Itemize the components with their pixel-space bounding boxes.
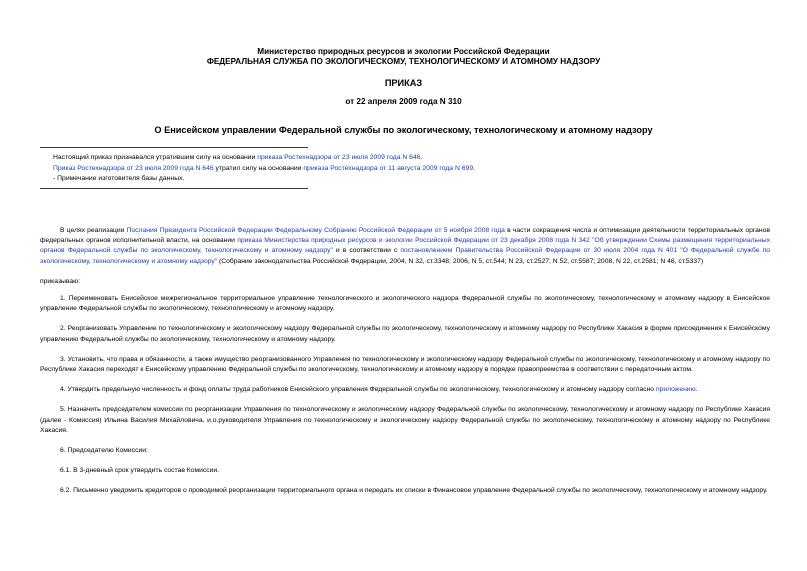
link-president-address[interactable]: Послания Президента Российской Федерации Федеральному Собранию Российской Федерации от 5 ноября 2008 года [126, 227, 505, 234]
db-note-box [40, 147, 475, 189]
service-heading: ФЕДЕРАЛЬНАЯ СЛУЖБА ПО ЭКОЛОГИЧЕСКОМУ, ТЕХНОЛОГИЧЕСКОМУ И АТОМНОМУ НАДЗОРУ [206, 57, 601, 66]
paragraph-3: 3. Установить, что права и обязанности, а также имущество реорганизованного Управления по технологическому и экологическому надзору Федеральной службы по экологическому, технологическому и атомному надзору по Республике Хакасия переходят к Енисейскому управлению Федеральной службы по экологическому, технологическому и атомному надзору в порядке правопреемства в соответствии с передаточным актом. [40, 355, 770, 374]
note-text: утратил силу на основании [213, 164, 304, 172]
paragraph-1: 1. Переименовать Енисейское межрегиональное территориальное управление технологического и экологического надзора Федеральной службы по экологическому, технологическому и атомному надзору в Енисейское управление Федеральной службы по экологическому, технологическому и атомному надзору. [40, 295, 770, 313]
ministry-heading: Министерство природных ресурсов и экологии Российской Федерации [257, 47, 550, 56]
note-text: . [420, 154, 423, 161]
paragraph-2: 2. Реорганизовать Управление по технологическому и экологическому надзору Федеральной службы по экологическому, технологическому и атомному надзору по Республике Хакасия в форме присоединения к Енисейскому управлению Федеральной службы по экологическому, технологическому и атомному надзору. [40, 325, 770, 343]
note-link-order-646[interactable]: приказа Ростехнадзора от 23 июля 2009 года N 646 [257, 154, 421, 161]
paragraph-6-1: 6.1. В 3-дневный срок утвердить состав Комиссии. [60, 467, 220, 475]
note-text: Настоящий приказ признавался утратившим силу на основании [53, 154, 258, 161]
note-link-order-646-b[interactable]: Приказ Ростехнадзора от 23 июля 2009 года N 646 [53, 164, 214, 172]
document-body [40, 226, 770, 507]
link-ministry-order-342[interactable]: приказа Министерства природных ресурсов и экологии Российской Федерации от 23 декабря 2008 года N 342 "Об утверждении Схемы размещения территориальных органов Федеральной службы по экологическому, технологическому и атомному надзору" [40, 237, 770, 255]
paragraph-5: 5. Назначить председателем комиссии по реорганизации Управления по технологическому и экологическому надзору Федеральной службы по экологическому, технологическому и атомному надзору по Республике Хакасия (далее - Комиссия) Ильина Василия Михайловича, и.о.руководителя Управления по технологическому и экологическому надзору Федеральной службы по экологическому, технологическому и атомному надзору по Республике Хакасия. [40, 406, 770, 434]
doc-date-heading: от 22 апреля 2009 года N 310 [345, 97, 462, 106]
note-text: . [473, 164, 475, 172]
doc-type-heading: ПРИКАЗ [384, 78, 423, 88]
link-appendix[interactable]: приложению [655, 386, 696, 394]
note-line-3: - Примечание изготовителя базы данных. [53, 175, 185, 182]
paragraph-4-end: . [695, 386, 698, 394]
order-word: приказываю: [40, 277, 81, 285]
paragraph-4-text: 4. Утвердить предельную численность и фонд оплаты труда работников Енисейского управления Федеральной службы по экологическому, технологическому и атомному надзору согласно [60, 386, 656, 394]
paragraph-4 [40, 385, 770, 395]
note-line-2 [53, 164, 475, 175]
note-link-order-699[interactable]: приказа Ростехнадзора от 11 августа 2009 года N 699 [303, 164, 474, 172]
paragraph-6: 6. Председателю Комиссии: [60, 447, 148, 455]
note-line-1 [53, 153, 423, 164]
link-government-decree-401[interactable]: постановлением Правительства Российской Федерации от 30 июля 2004 года N 401 "О Федеральной службе по экологическому, технологическому и атомному надзору" [40, 247, 770, 265]
intro-text: (Собрание законодательства Российской Федерации, 2004, N 32, ст.3348; 2006, N 5, ст.544; N 23, ст.2527; N 52, ст.5587; 2008, N 22, ст.2581; N 46, ст.5337) [217, 257, 704, 265]
intro-text: в части сокращения числа и оптимизации деятельности территориальных органов федеральных органов исполнительной власти, на основании [40, 227, 770, 245]
intro-text: В целях реализации [60, 227, 127, 234]
intro-paragraph [40, 226, 770, 267]
page-title: О Енисейском управлении Федеральной службы по экологическому, технологическому и атомному надзору [154, 125, 653, 135]
intro-text: и в соответствии с [332, 247, 401, 255]
paragraph-6-2: 6.2. Письменно уведомить кредиторов о проводимой реорганизации территориального органа и передать их списки в Финансовое управление Федеральной службы по экологическому, технологическому и атомному надзору. [60, 487, 768, 495]
